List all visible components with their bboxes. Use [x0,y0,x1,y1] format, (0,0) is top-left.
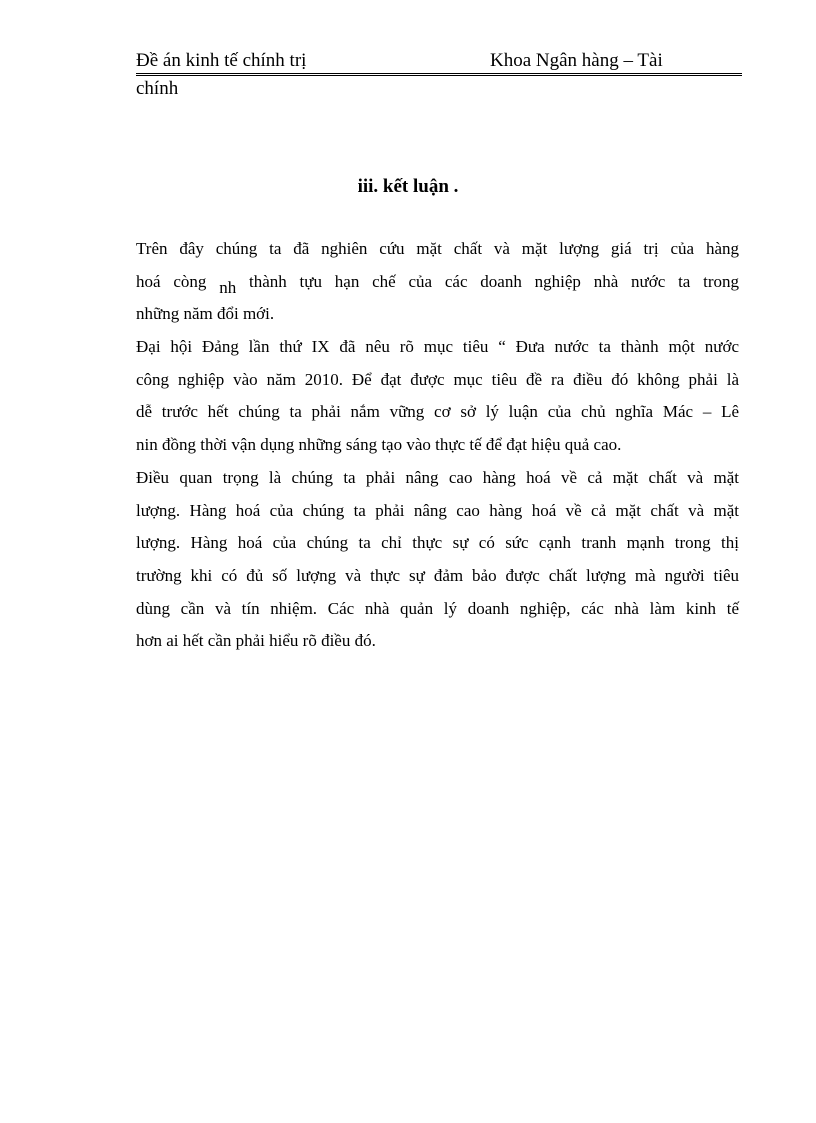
text-line: Trên đây chúng ta đã nghiên cứu mặt chất và mặt lượng giá trị của hàng [136,239,739,258]
text-line: dùng cần và tín nhiệm. Các nhà quản lý doanh nghiệp, các nhà làm kinh tế [136,598,739,618]
text-line: dễ trước hết chúng ta phải nắm vững cơ sở lý luận của chủ nghĩa Mác – Lê [136,402,739,422]
text-line [136,266,739,299]
text-fragment: hoá còng [136,271,207,291]
text-fragment: thành tựu hạn chế của các doanh nghiệp nhà nước ta trong [248,271,740,291]
header-right-text: Khoa Ngân hàng – Tài [490,50,663,71]
text-line: lượng. Hàng hoá của chúng ta phải nâng cao hàng hoá về cả mặt chất và mặt [136,500,739,520]
page-header [136,48,742,101]
header-rule [136,48,742,74]
text-line: lượng. Hàng hoá của chúng ta chỉ thực sự có sức cạnh tranh mạnh trong thị [136,533,739,553]
text-line: Đại hội Đảng lần thứ IX đã nêu rõ mục tiêu “ Đưa nước ta thành một nước [136,337,739,357]
text-line: Điều quan trọng là chúng ta phải nâng cao hàng hoá về cả mặt chất và mặt [136,467,739,487]
text-line: trường khi có đủ số lượng và thực sự đảm bảo được chất lượng mà người tiêu [136,565,739,585]
header-continuation: chính [136,78,179,99]
header-left-text: Đề án kinh tế chính trị [136,50,307,71]
paragraph-1 [136,233,739,331]
section-title: iii. kết luận . [357,176,459,197]
text-line: nin đồng thời vận dụng những sáng tạo vào thực tế để đạt hiệu quả cao. [136,435,622,455]
text-line: công nghiệp vào năm 2010. Để đạt được mục tiêu đề ra điều đó không phải là [136,369,739,389]
body-text [136,233,739,658]
text-line: những năm đổi mới. [136,304,275,324]
text-line: hơn ai hết cần phải hiểu rõ điều đó. [136,631,376,651]
subscript-fragment: nh [219,277,237,297]
paragraph-3 [136,462,739,658]
paragraph-2 [136,331,739,462]
